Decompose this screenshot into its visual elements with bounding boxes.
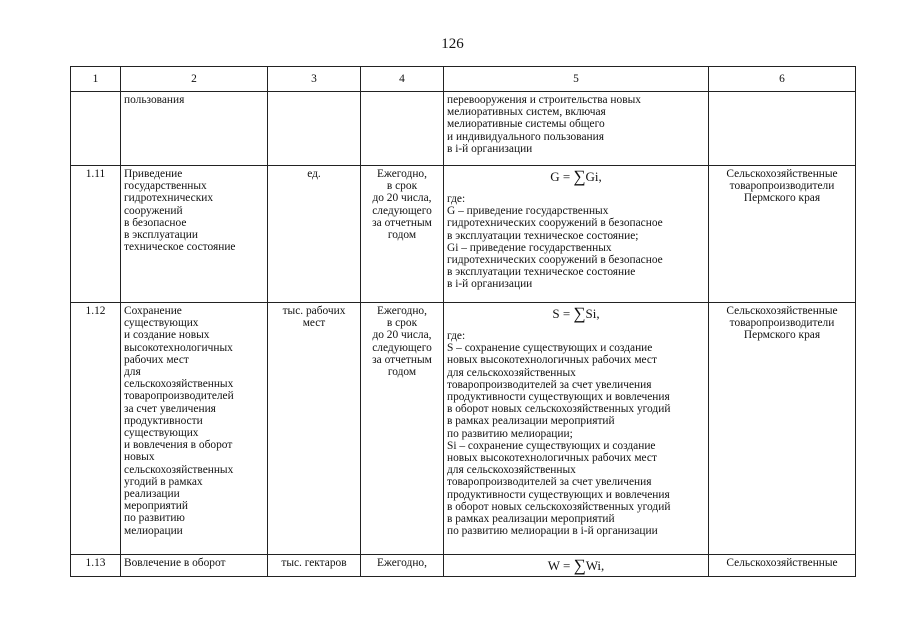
header-col-1: 1 bbox=[71, 67, 121, 92]
indicator-name: Приведение государственных гидротехнических сооружений в безопасное в эксплуатации техническое состояние bbox=[121, 166, 268, 303]
period: Ежегодно, в срок до 20 числа, следующего за отчетным годом bbox=[361, 166, 444, 303]
header-col-6: 6 bbox=[709, 67, 856, 92]
executor: Сельскохозяйственные товаропроизводители Пермского края bbox=[709, 166, 856, 303]
indicator-name: пользования bbox=[121, 92, 268, 166]
table-row bbox=[71, 92, 856, 166]
header-col-2: 2 bbox=[121, 67, 268, 92]
executor: Сельскохозяйственные bbox=[709, 555, 856, 577]
formula-lhs: W = bbox=[547, 558, 574, 573]
header-row bbox=[71, 67, 856, 92]
header-col-3: 3 bbox=[268, 67, 361, 92]
period: Ежегодно, в срок до 20 числа, следующего за отчетным годом bbox=[361, 303, 444, 555]
row-number bbox=[71, 92, 121, 166]
unit: тыс. гектаров bbox=[268, 555, 361, 577]
sum-icon: ∑ bbox=[573, 167, 586, 186]
method-cell bbox=[444, 92, 709, 166]
header-col-4: 4 bbox=[361, 67, 444, 92]
method-description: где: S – сохранение существующих и создание новых высокотехнологичных рабочих мест для сельскохозяйственных товаропроизводителей за счет увеличения продуктивности существующих и вовлечения в оборот новых сельскохозяйственных угодий в рамках реализации мероприятий по развитию мелиорации; Si – сохранение существующих и создание новых высокотехнологичных рабочих мест для сельскохозяйственных товаропроизводителей за счет увеличения продуктивности существующих и вовлечения в оборот новых сельскохозяйственных угодий в рамках реализации мероприятий по развитию мелиорации в i-й организации bbox=[447, 330, 671, 538]
executor: Сельскохозяйственные товаропроизводители Пермского края bbox=[709, 303, 856, 555]
period: Ежегодно, bbox=[361, 555, 444, 577]
formula-rhs: Si, bbox=[585, 306, 600, 321]
row-number: 1.12 bbox=[71, 303, 121, 555]
method-cell bbox=[444, 555, 709, 577]
indicator-table bbox=[70, 66, 856, 577]
formula bbox=[447, 305, 705, 322]
header-col-5: 5 bbox=[444, 67, 709, 92]
method-description: перевооружения и строительства новых мелиоративных систем, включая мелиоративные системы общего и индивидуального пользования в i-й организации bbox=[447, 94, 641, 155]
unit bbox=[268, 92, 361, 166]
row-number: 1.11 bbox=[71, 166, 121, 303]
indicator-name: Вовлечение в оборот bbox=[121, 555, 268, 577]
method-cell bbox=[444, 166, 709, 303]
formula bbox=[447, 168, 705, 185]
method-cell bbox=[444, 303, 709, 555]
indicator-name: Сохранение существующих и создание новых высокотехнологичных рабочих мест для сельскохозяйственных товаропроизводителей за счет увеличения продуктивности существующих и вовлечения в оборот новых сельскохозяйственных угодий в рамках реализации мероприятий по развитию мелиорации bbox=[121, 303, 268, 555]
table-row bbox=[71, 166, 856, 303]
table-row bbox=[71, 555, 856, 577]
unit: ед. bbox=[268, 166, 361, 303]
page-number: 126 bbox=[441, 36, 464, 52]
method-description: где: G – приведение государственных гидротехнических сооружений в безопасное в эксплуатации техническое состояние; Gi – приведение государственных гидротехнических сооружений в безопасное в эксплуатации техническое состояние в i-й организации bbox=[447, 193, 663, 291]
table-row bbox=[71, 303, 856, 555]
sum-icon: ∑ bbox=[573, 304, 586, 323]
period bbox=[361, 92, 444, 166]
formula-rhs: Gi, bbox=[585, 169, 602, 184]
executor bbox=[709, 92, 856, 166]
formula-lhs: G = bbox=[550, 169, 574, 184]
unit: тыс. рабочих мест bbox=[268, 303, 361, 555]
sum-icon: ∑ bbox=[573, 556, 586, 575]
row-number: 1.13 bbox=[71, 555, 121, 577]
formula-lhs: S = bbox=[552, 306, 574, 321]
formula bbox=[447, 557, 705, 574]
formula-rhs: Wi, bbox=[585, 558, 605, 573]
